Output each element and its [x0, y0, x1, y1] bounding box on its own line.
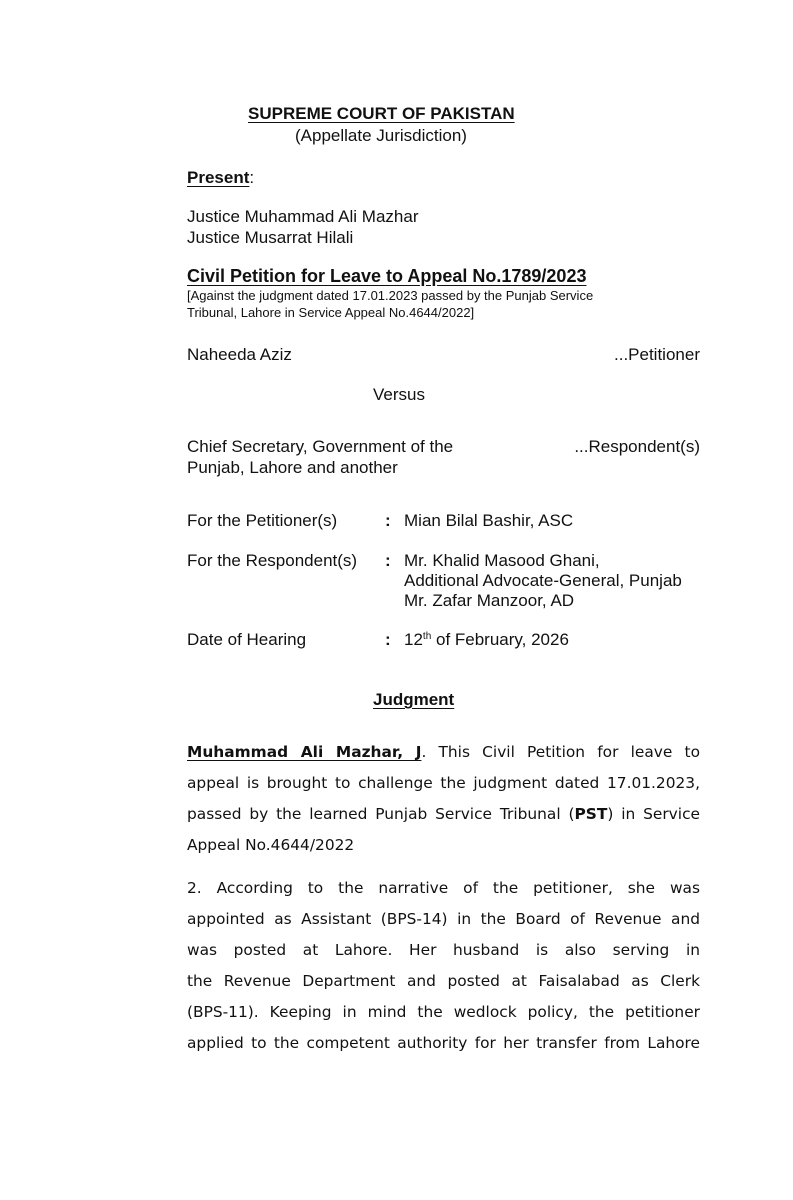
jurisdiction: (Appellate Jurisdiction) [295, 126, 467, 145]
colon: : [385, 630, 391, 649]
hearing-rest: of February, 2026 [431, 630, 569, 649]
para1-line-3-b: ) in Service [607, 805, 700, 823]
pst-abbrev: PST [574, 805, 608, 823]
para2-line-2: appointed as Assistant (BPS-14) in the Board of Revenue and [187, 910, 700, 928]
hearing-day: 12 [404, 630, 423, 649]
justice-2: Justice Musarrat Hilali [187, 228, 354, 247]
para1-line-3 [187, 799, 700, 830]
colon: : [385, 551, 391, 570]
against-line-2: Tribunal, Lahore in Service Appeal No.4644/2022] [187, 305, 475, 320]
para1-line-4: Appeal No.4644/2022 [187, 836, 355, 854]
against-note [187, 287, 657, 321]
present-word: Present [187, 168, 250, 187]
versus: Versus [373, 385, 425, 404]
respondent-counsel-3: Mr. Zafar Manzoor, AD [404, 591, 575, 610]
judgment-heading: Judgment [373, 690, 455, 709]
petition-number: Civil Petition for Leave to Appeal No.1789/2023 [187, 266, 587, 286]
petitioner-name: Naheeda Aziz [187, 345, 292, 364]
hearing-date [404, 630, 569, 650]
judge-name: Muhammad Ali Mazhar, J [187, 743, 422, 761]
petitioner-counsel: Mian Bilal Bashir, ASC [404, 511, 574, 530]
court-title: SUPREME COURT OF PAKISTAN [248, 104, 515, 123]
present-colon: : [249, 168, 255, 187]
hearing-ordinal: th [422, 631, 432, 642]
para1-line-1 [187, 737, 700, 768]
para1-line-3-a: passed by the learned Punjab Service Tribunal ( [187, 805, 575, 823]
para1-line-1-text: . This Civil Petition for leave to [421, 743, 700, 761]
petitioner-counsel-label: For the Petitioner(s) [187, 511, 338, 530]
para1-line-2: appeal is brought to challenge the judgment dated 17.01.2023, [187, 774, 700, 792]
respondent-counsel-1: Mr. Khalid Masood Ghani, [404, 551, 600, 570]
against-line-1: [Against the judgment dated 17.01.2023 passed by the Punjab Service [187, 288, 594, 303]
petitioner-role: ...Petitioner [614, 345, 700, 364]
para2-line-6: applied to the competent authority for her transfer from Lahore [187, 1034, 700, 1052]
respondent-counsel-label: For the Respondent(s) [187, 551, 358, 570]
para2-line-1: 2. According to the narrative of the petitioner, she was [187, 879, 700, 897]
respondent-line-2: Punjab, Lahore and another [187, 458, 398, 477]
present-label [187, 168, 254, 188]
paragraph-1 [187, 737, 700, 861]
colon: : [385, 511, 391, 530]
respondent-counsel-2: Additional Advocate-General, Punjab [404, 571, 682, 590]
para2-line-3: was posted at Lahore. Her husband is also serving in [187, 941, 700, 959]
para2-line-4: the Revenue Department and posted at Faisalabad as Clerk [187, 972, 700, 990]
paragraph-2 [187, 873, 700, 1059]
respondent-counsel [404, 551, 682, 611]
justice-1: Justice Muhammad Ali Mazhar [187, 207, 419, 226]
hearing-label: Date of Hearing [187, 630, 307, 649]
respondent-line-1: Chief Secretary, Government of the [187, 437, 454, 456]
respondent-role: ...Respondent(s) [574, 437, 700, 456]
para2-line-5: (BPS-11). Keeping in mind the wedlock policy, the petitioner [187, 1003, 700, 1021]
